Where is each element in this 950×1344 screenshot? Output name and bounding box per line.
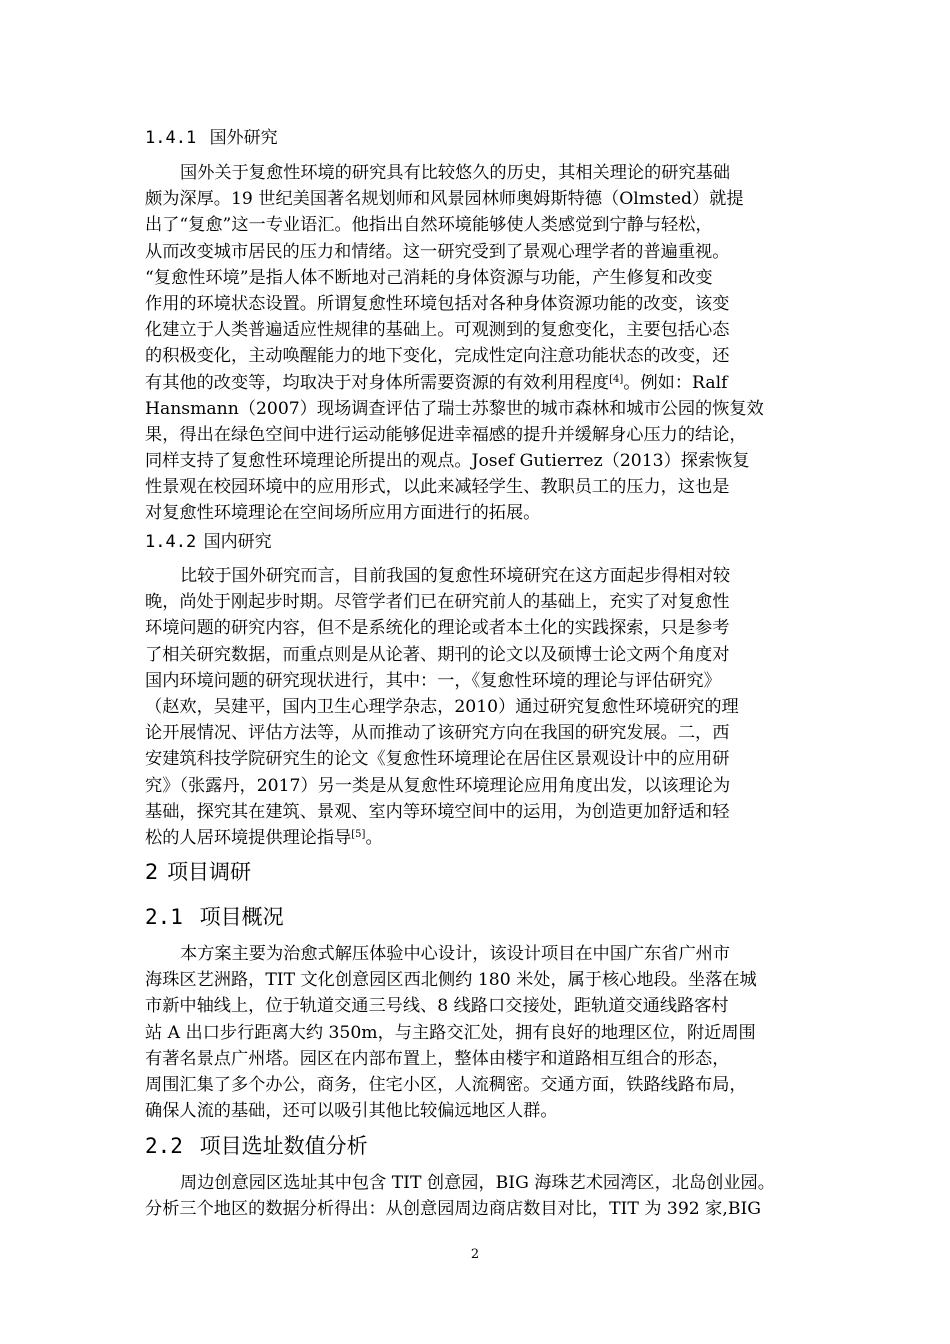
text-line: 晚，尚处于刚起步时期。尽管学者们已在研究前人的基础上，充实了对复愈性 — [145, 592, 730, 613]
text-line: 国内环境问题的研究现状进行，其中：一，《复愈性环境的理论与评估研究》 — [145, 670, 721, 691]
text-line: 化建立于人类普遍适应性规律的基础上。可观测到的复愈变化，主要包括心态 — [145, 320, 730, 341]
text-line: “复愈性环境”是指人体不断地对己消耗的身体资源与功能，产生修复和改变 — [145, 267, 713, 288]
text-line: 出了“复愈”这一专业语汇。他指出自然环境能够使人类感觉到宁静与轻松， — [145, 215, 713, 236]
text-line: 分析三个地区的数据分析得出：从创意园周边商店数目对比，TIT 为 392 家,BIG — [145, 1199, 761, 1220]
section-title: 项目调研 — [167, 860, 252, 884]
section-heading-1-4-2 — [145, 527, 272, 552]
chapter-heading-2 — [145, 856, 251, 886]
text-line: 性景观在校园环境中的应用形式，以此来减轻学生、教职员工的压力，这也是 — [145, 477, 730, 498]
text-line: （赵欢，吴建平，国内卫生心理学杂志，2010）通过研究复愈性环境研究的理 — [145, 696, 739, 717]
text-line: 究》（张露丹，2017）另一类是从复愈性环境理论应用角度出发，以该理论为 — [145, 775, 731, 796]
text-run: 松的人居环境提供理论指导 — [145, 827, 352, 848]
text-line: 了相关研究数据，而重点则是从论著、期刊的论文以及硕博士论文两个角度对 — [145, 644, 730, 665]
paragraph-domestic-research — [145, 563, 825, 851]
text-line: 对复愈性环境理论在空间场所应用方面进行的拓展。 — [145, 503, 541, 524]
text-line: 海珠区艺洲路，TIT 文化创意园区西北侧约 180 米处，属于核心地段。坐落在城 — [145, 970, 757, 991]
page-number: 2 — [470, 1247, 480, 1262]
text-line: 周围汇集了多个办公，商务，住宅小区，人流稠密。交通方面，铁路线路布局， — [145, 1074, 747, 1095]
paragraph-foreign-research — [145, 160, 825, 527]
section-number: 2 — [145, 860, 159, 884]
text-line: 的积极变化，主动唤醒能力的地下变化，完成性定向注意功能状态的改变，还 — [145, 346, 730, 367]
text-line: 安建筑科技学院研究生的论文《复愈性环境理论在居住区景观设计中的应用研 — [145, 749, 730, 770]
text-line: 从而改变城市居民的压力和情绪。这一研究受到了景观心理学者的普遍重视。 — [145, 241, 730, 262]
text-run: 。例如：Ralf — [623, 372, 728, 393]
text-line: 同样支持了复愈性环境理论所提出的观点。Josef Gutierrez（2013）探索恢复 — [145, 451, 750, 472]
text-line: 作用的环境状态设置。所谓复愈性环境包括对各种身体资源功能的改变，该变 — [145, 293, 730, 314]
section-title: 国外研究 — [209, 128, 278, 148]
text-line: 颇为深厚。19 世纪美国著名规划师和风景园林师奥姆斯特德（Olmsted）就提 — [145, 189, 744, 210]
text-line: 论开展情况、评估方法等，从而推动了该研究方向在我国的研究发展。二，西 — [145, 723, 730, 744]
section-heading-2-1 — [145, 901, 284, 931]
text-line: 站 A 出口步行距离大约 350m，与主路交汇处，拥有良好的地理区位，附近周围 — [145, 1022, 756, 1043]
section-number: 1.4.1 — [145, 128, 197, 148]
text-line: 比较于国外研究而言，目前我国的复愈性环境研究在这方面起步得相对较 — [180, 566, 731, 586]
text-line: 周边创意园区选址其中包含 TIT 创意园，BIG 海珠艺术园湾区，北岛创业园。 — [180, 1173, 775, 1193]
text-line: 国外关于复愈性环境的研究具有比较悠久的历史，其相关理论的研究基础 — [180, 163, 731, 183]
section-number: 2.2 — [145, 1134, 183, 1158]
section-number: 1.4.2 — [145, 532, 197, 552]
section-title: 项目选址数值分析 — [199, 1134, 368, 1158]
text-line: 基础，探究其在建筑、景观、室内等环境空间中的运用，为创造更加舒适和轻 — [145, 801, 730, 822]
text-line: 果，得出在绿色空间中进行运动能够促进幸福感的提升并缓解身心压力的结论， — [145, 424, 747, 445]
section-heading-2-2 — [145, 1130, 368, 1160]
text-line: Hansmann（2007）现场调查评估了瑞士苏黎世的城市森林和城市公园的恢复效 — [145, 398, 764, 419]
text-line: 环境问题的研究内容，但不是系统化的理论或者本土化的实践探索，只是参考 — [145, 618, 730, 639]
text-line: 确保人流的基础，还可以吸引其他比较偏远地区人群。 — [145, 1101, 558, 1122]
text-run: 。 — [365, 827, 383, 848]
section-heading-1-4-1 — [145, 123, 278, 148]
section-title: 国内研究 — [203, 532, 272, 552]
citation-ref-4: [4] — [609, 373, 624, 385]
section-number: 2.1 — [145, 905, 183, 929]
paragraph-project-overview — [145, 941, 825, 1124]
citation-ref-5: [5] — [351, 828, 366, 840]
text-line: 本方案主要为治愈式解压体验中心设计，该设计项目在中国广东省广州市 — [180, 944, 731, 964]
paragraph-site-analysis — [145, 1170, 825, 1222]
text-run: 有其他的改变等，均取决于对身体所需要资源的有效利用程度 — [145, 372, 610, 393]
text-line: 市新中轴线上，位于轨道交通三号线、8 线路口交接处，距轨道交通线路客村 — [145, 996, 729, 1017]
text-line — [145, 825, 825, 851]
text-line: 有著名景点广州塔。园区在内部布置上，整体由楼宇和道路相互组合的形态， — [145, 1048, 730, 1069]
section-title: 项目概况 — [199, 905, 284, 929]
text-line — [145, 370, 825, 396]
